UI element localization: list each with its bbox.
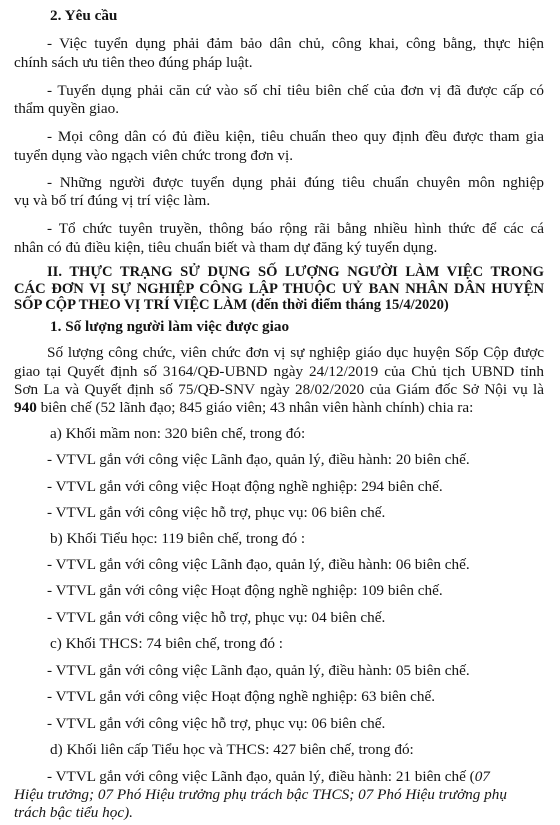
block-b-title: b) Khối Tiểu học: 119 biên chế, trong đó : <box>50 530 306 548</box>
block-a-item-1: - VTVL gắn với công việc Lãnh đạo, quản lý, điều hành: 20 biên chế. <box>47 451 470 469</box>
requirement-5-line-2: nhân có đủ điều kiện, tiêu chuẩn biết và tham dự đăng ký tuyển dụng. <box>14 238 438 256</box>
block-d-title: d) Khối liên cấp Tiểu học và THCS: 427 biên chế, trong đó: <box>50 741 414 759</box>
block-b-item-2: - VTVL gắn với công việc Hoạt động nghề nghiệp: 109 biên chế. <box>47 582 443 600</box>
block-c-item-2: - VTVL gắn với công việc Hoạt động nghề nghiệp: 63 biên chế. <box>47 688 436 706</box>
block-d-item-1-line-3: trách bậc tiểu học). <box>14 804 133 821</box>
block-c-item-1: - VTVL gắn với công việc Lãnh đạo, quản lý, điều hành: 05 biên chế. <box>47 661 470 679</box>
block-c-item-3: - VTVL gắn với công việc hỗ trợ, phục vụ: 06 biên chế. <box>47 714 386 732</box>
block-d-item-1-line-1 <box>47 768 560 786</box>
block-b-item-1: - VTVL gắn với công việc Lãnh đạo, quản lý, điều hành: 06 biên chế. <box>47 556 470 573</box>
block-a-title: a) Khối mầm non: 320 biên chế, trong đó: <box>50 424 306 442</box>
subsection-1-para-line-1: Số lượng công chức, viên chức đơn vị sự nghiệp giáo dục huyện Sốp Cộp được <box>47 344 544 362</box>
requirement-4-line-2: vụ và bố trí đúng vị trí việc làm. <box>14 192 211 210</box>
block-d-item-1-line-2: Hiệu trưởng; 07 Phó Hiệu trưởng phụ trách bậc THCS; 07 Phó Hiệu trưởng phụ <box>14 785 507 803</box>
subsection-1-para-line-2: giao tại Quyết định số 3164/QĐ-UBND ngày 24/12/2019 của Chủ tịch UBND tỉnh <box>14 362 544 380</box>
requirements-heading: 2. Yêu cầu <box>50 7 118 24</box>
total-staff-count: 940 <box>14 399 37 417</box>
section-2-title-line-1: II. THỰC TRẠNG SỬ DỤNG SỐ LƯỢNG NGƯỜI LÀM VIỆC TRONG <box>47 264 544 281</box>
subsection-1-heading: 1. Số lượng người làm việc được giao <box>50 318 290 335</box>
section-2-title-line-2: CÁC ĐƠN VỊ SỰ NGHIỆP CÔNG LẬP THUỘC UỶ BAN NHÂN DÂN HUYỆN <box>14 280 544 297</box>
requirement-5-line-1: - Tổ chức tuyên truyền, thông báo rộng rãi bằng nhiều hình thức để các cá <box>47 220 544 238</box>
block-d-item-1-italic: 07 <box>474 767 490 785</box>
requirement-3-line-2: tuyển dụng vào ngạch viên chức trong đơn vị. <box>14 146 294 164</box>
requirement-3-line-1: - Mọi công dân có đủ điều kiện, tiêu chuẩn theo quy định đều được tham gia <box>47 128 544 146</box>
subsection-1-para-line-4-rest: biên chế (52 lãnh đạo; 845 giáo viên; 43 nhân viên hành chính) chia ra: <box>36 399 474 417</box>
subsection-1-para-line-4 <box>14 399 560 417</box>
block-a-item-2: - VTVL gắn với công việc Hoạt động nghề nghiệp: 294 biên chế. <box>47 477 443 495</box>
requirement-1-line-2: chính sách ưu tiên theo đúng pháp luật. <box>14 53 253 71</box>
requirement-2-line-2: thẩm quyền giao. <box>14 100 120 117</box>
block-d-item-1-text: - VTVL gắn với công việc Lãnh đạo, quản lý, điều hành: 21 biên chế ( <box>47 767 475 785</box>
section-2-title-line-3: SỐP CỘP THEO VỊ TRÍ VIỆC LÀM (đến thời điểm tháng 15/4/2020) <box>14 297 449 314</box>
block-a-item-3: - VTVL gắn với công việc hỗ trợ, phục vụ: 06 biên chế. <box>47 504 386 521</box>
requirement-4-line-1: - Những người được tuyển dụng phải đúng tiêu chuẩn chuyên môn nghiệp <box>47 173 544 191</box>
requirement-2-line-1: - Tuyển dụng phải căn cứ vào số chỉ tiêu biên chế của đơn vị đã được cấp có <box>47 81 544 99</box>
subsection-1-para-line-3: Sơn La và Quyết định số 75/QĐ-SNV ngày 28/02/2020 của Giám đốc Sở Nội vụ là <box>14 380 544 398</box>
block-c-title: c) Khối THCS: 74 biên chế, trong đó : <box>50 635 283 653</box>
block-b-item-3: - VTVL gắn với công việc hỗ trợ, phục vụ: 04 biên chế. <box>47 608 386 626</box>
requirement-1-line-1: - Việc tuyển dụng phải đảm bảo dân chủ, công khai, công bằng, thực hiện <box>47 35 544 53</box>
